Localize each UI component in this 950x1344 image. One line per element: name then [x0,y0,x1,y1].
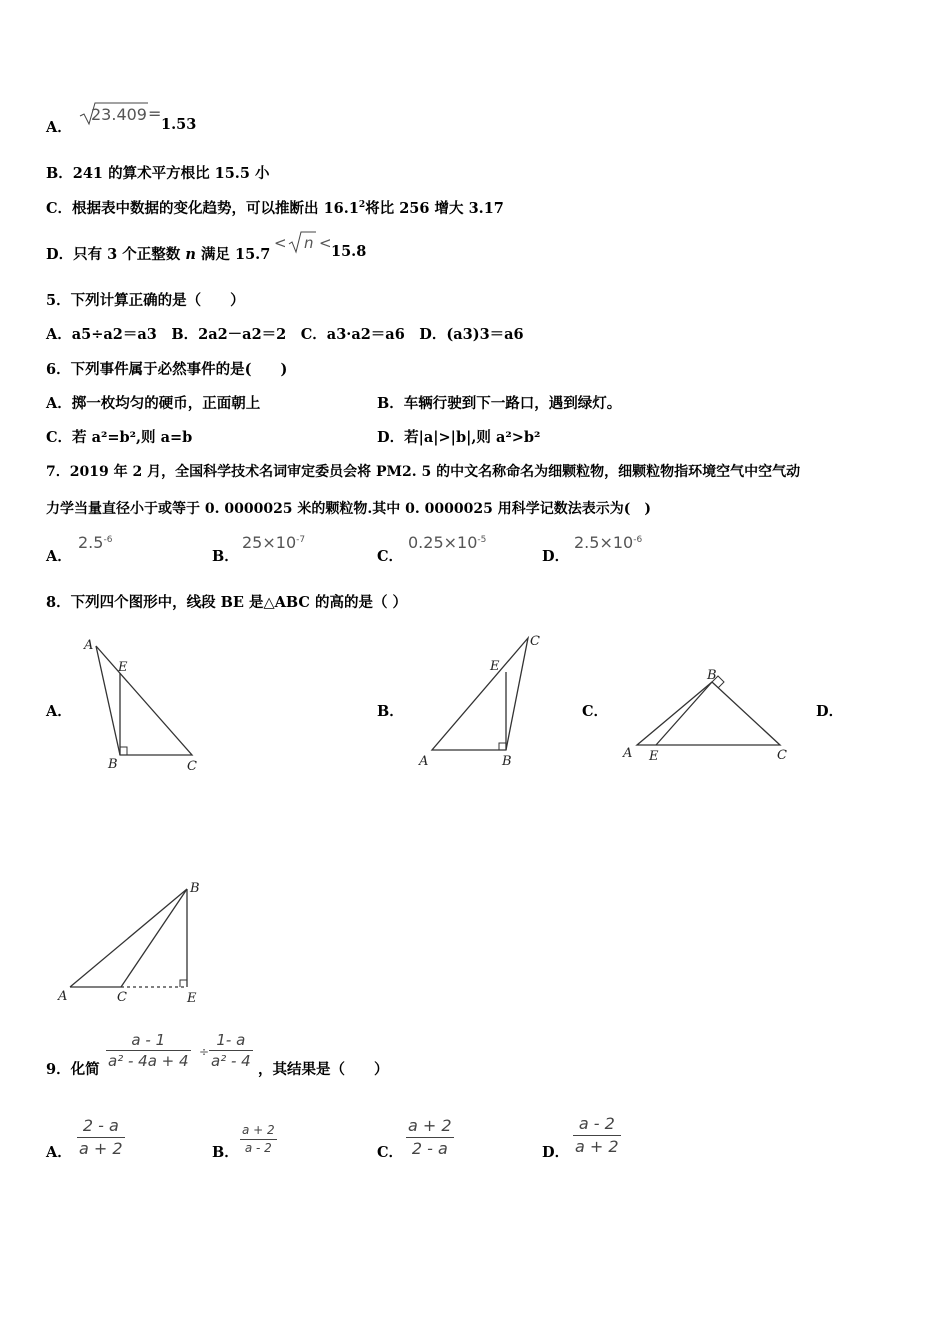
q7-option-d-label: D． [542,548,570,565]
q4-option-b: B．241 的算术平方根比 15.5 小 [46,165,270,182]
point-label-e: E [118,660,128,675]
q9-divide-sign: ÷ [199,1045,210,1059]
q6-option-b: B．车辆行驶到下一路口，遇到绿灯。 [377,395,622,412]
q8-option-a-label: A． [46,703,72,720]
q9-suffix: ，其结果是（ ） [258,1061,389,1078]
point-label-b: B [707,668,717,683]
q6-stem: 6．下列事件属于必然事件的是( ) [46,361,288,378]
q7-option-b: $25\times 10^{-7}$ [242,533,306,552]
q9-option-d: $\frac{a - 2}{a + 2}$ [575,1114,619,1156]
q9-fraction-2: $\frac{1- a}{\text{a² - 4}}$ [211,1031,251,1070]
point-label-e: E [187,991,197,1006]
q9-option-b-label: B． [212,1144,239,1161]
point-label-a: A [58,989,68,1004]
q8-figure-b [410,628,560,778]
q9-option-d-label: D． [542,1144,570,1161]
q8-figure-c [615,662,805,772]
q7-option-a-label: A． [46,548,72,565]
q4-option-d: D．只有 3 个正整数 n 满足 15.7 [46,246,271,263]
q7-stem-line1: 7．2019 年 2 月，全国科学技术名词审定委员会将 PM2. 5 的中文名称命名为细颗粒物，细颗粒物指环境空气中空气动 [46,464,801,480]
point-label-b: B [502,754,512,769]
sqrt-radicand: 23.409 [91,105,147,124]
q9-prefix: 9．化简 [46,1061,100,1078]
point-label-a: A [419,754,429,769]
q6-option-a: A．掷一枚均匀的硬币，正面朝上 [46,395,261,412]
point-label-c: C [777,748,787,763]
q7-stem-line2: 力学当量直径小于或等于 0. 0000025 米的颗粒物.其中 0. 0000025 用科学记数法表示为( ) [46,501,651,517]
q8-option-b-label: B． [377,703,404,720]
q5-options: A．a5÷a2＝a3 B．2a2－a2＝2 C．a3·a2＝a6 D．(a3)3＝a6 [46,326,524,343]
q4-option-a-sqrt [78,100,168,132]
q4-option-d-end: 15.8 [331,243,367,260]
q7-option-c-label: C． [377,548,404,565]
point-label-b: B [108,757,118,772]
q6-option-d: D．若|a|>|b|,则 a²>b² [377,429,541,446]
q8-option-c-label: C． [582,703,609,720]
q7-option-a: $2.5^{-6}$ [78,533,113,552]
q8-figure-a [80,630,210,780]
q7-option-d: $2.5\times 10^{-6}$ [574,533,643,552]
q7-option-c: $0.25\times 10^{-5}$ [408,533,487,552]
q5-stem: 5．下列计算正确的是（ ） [46,292,245,309]
point-label-e: E [490,659,500,674]
q9-option-c-label: C． [377,1144,404,1161]
q8-stem: 8．下列四个图形中，线段 BE 是△ABC 的高的是（ ） [46,594,408,611]
q8-option-d-label: D． [816,703,844,720]
point-label-a: A [623,746,633,761]
q6-option-c: C．若 a²=b²,则 a=b [46,429,193,446]
q4-option-a [46,116,72,137]
point-label-e: E [649,749,659,764]
point-label-a: A [84,638,94,653]
q9-option-c: $\frac{a + 2}{2 - a}$ [408,1116,452,1158]
equals-sign: = [148,104,162,123]
point-label-c: C [187,759,197,774]
q9-fraction-1: $\frac{a - 1}{\text{a² - 4a + 4}}$ [108,1031,189,1070]
option-label: A． [46,119,72,136]
q8-figure-d [55,875,225,1015]
q9-option-a-label: A． [46,1144,72,1161]
q4-option-a-value: 1.53 [161,116,197,133]
point-label-c: C [530,634,540,649]
q7-option-b-label: B． [212,548,239,565]
point-label-b: B [190,881,200,896]
point-label-c: C [117,990,127,1005]
q4-option-c: C．根据表中数据的变化趋势，可以推断出 16.1$^2$将比 256 增大 3.17 [46,200,504,217]
q9-option-b: $\frac{a + 2}{a - 2}$ [242,1123,275,1155]
q9-option-a: $\frac{2 - a}{a + 2}$ [79,1116,123,1158]
